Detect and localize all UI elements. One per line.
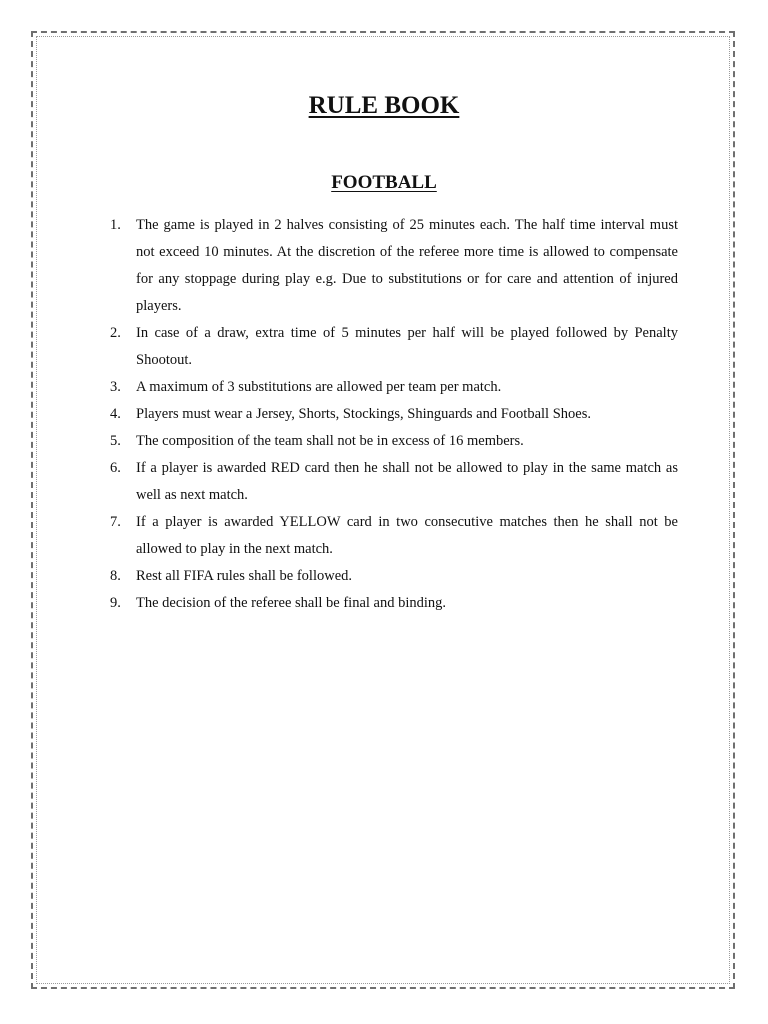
rule-text: The decision of the referee shall be final and binding. [136,595,447,611]
rule-number: 6. [110,460,121,476]
section-title: FOOTBALL [331,172,437,193]
rule-item [104,374,678,401]
rule-item [104,590,678,617]
rule-number: 3. [110,379,121,395]
rule-number: 4. [110,406,121,422]
page-title: RULE BOOK [308,92,460,119]
rule-item [104,428,678,455]
rule-text: In case of a draw, extra time of 5 minutes per half will be played followed by Penalty Shootout. [136,325,678,368]
rule-text: Players must wear a Jersey, Shorts, Stockings, Shinguards and Football Shoes. [136,406,591,422]
rule-text: The game is played in 2 halves consisting of 25 minutes each. The half time interval must not exceed 10 minutes. At the discretion of the referee more time is allowed to compensate for any stoppage during play e.g. Due to substitutions or for care and attention of injured players. [136,217,678,314]
rule-number: 8. [110,568,121,584]
rule-item [104,509,678,563]
rule-item [104,212,678,320]
rule-number: 9. [110,595,121,611]
rule-text: A maximum of 3 substitutions are allowed per team per match. [136,379,502,395]
rule-item [104,320,678,374]
rule-number: 5. [110,433,121,449]
rules-list [104,212,678,617]
rule-item [104,401,678,428]
rule-number: 7. [110,514,121,530]
rule-item [104,563,678,590]
rule-text: If a player is awarded RED card then he shall not be allowed to play in the same match as well as next match. [136,460,678,503]
rule-number: 1. [110,217,121,233]
rule-number: 2. [110,325,121,341]
rule-item [104,455,678,509]
rule-text: The composition of the team shall not be in excess of 16 members. [136,433,524,449]
rule-text: Rest all FIFA rules shall be followed. [136,568,352,584]
rule-text: If a player is awarded YELLOW card in two consecutive matches then he shall not be allowed to play in the next match. [136,514,678,557]
